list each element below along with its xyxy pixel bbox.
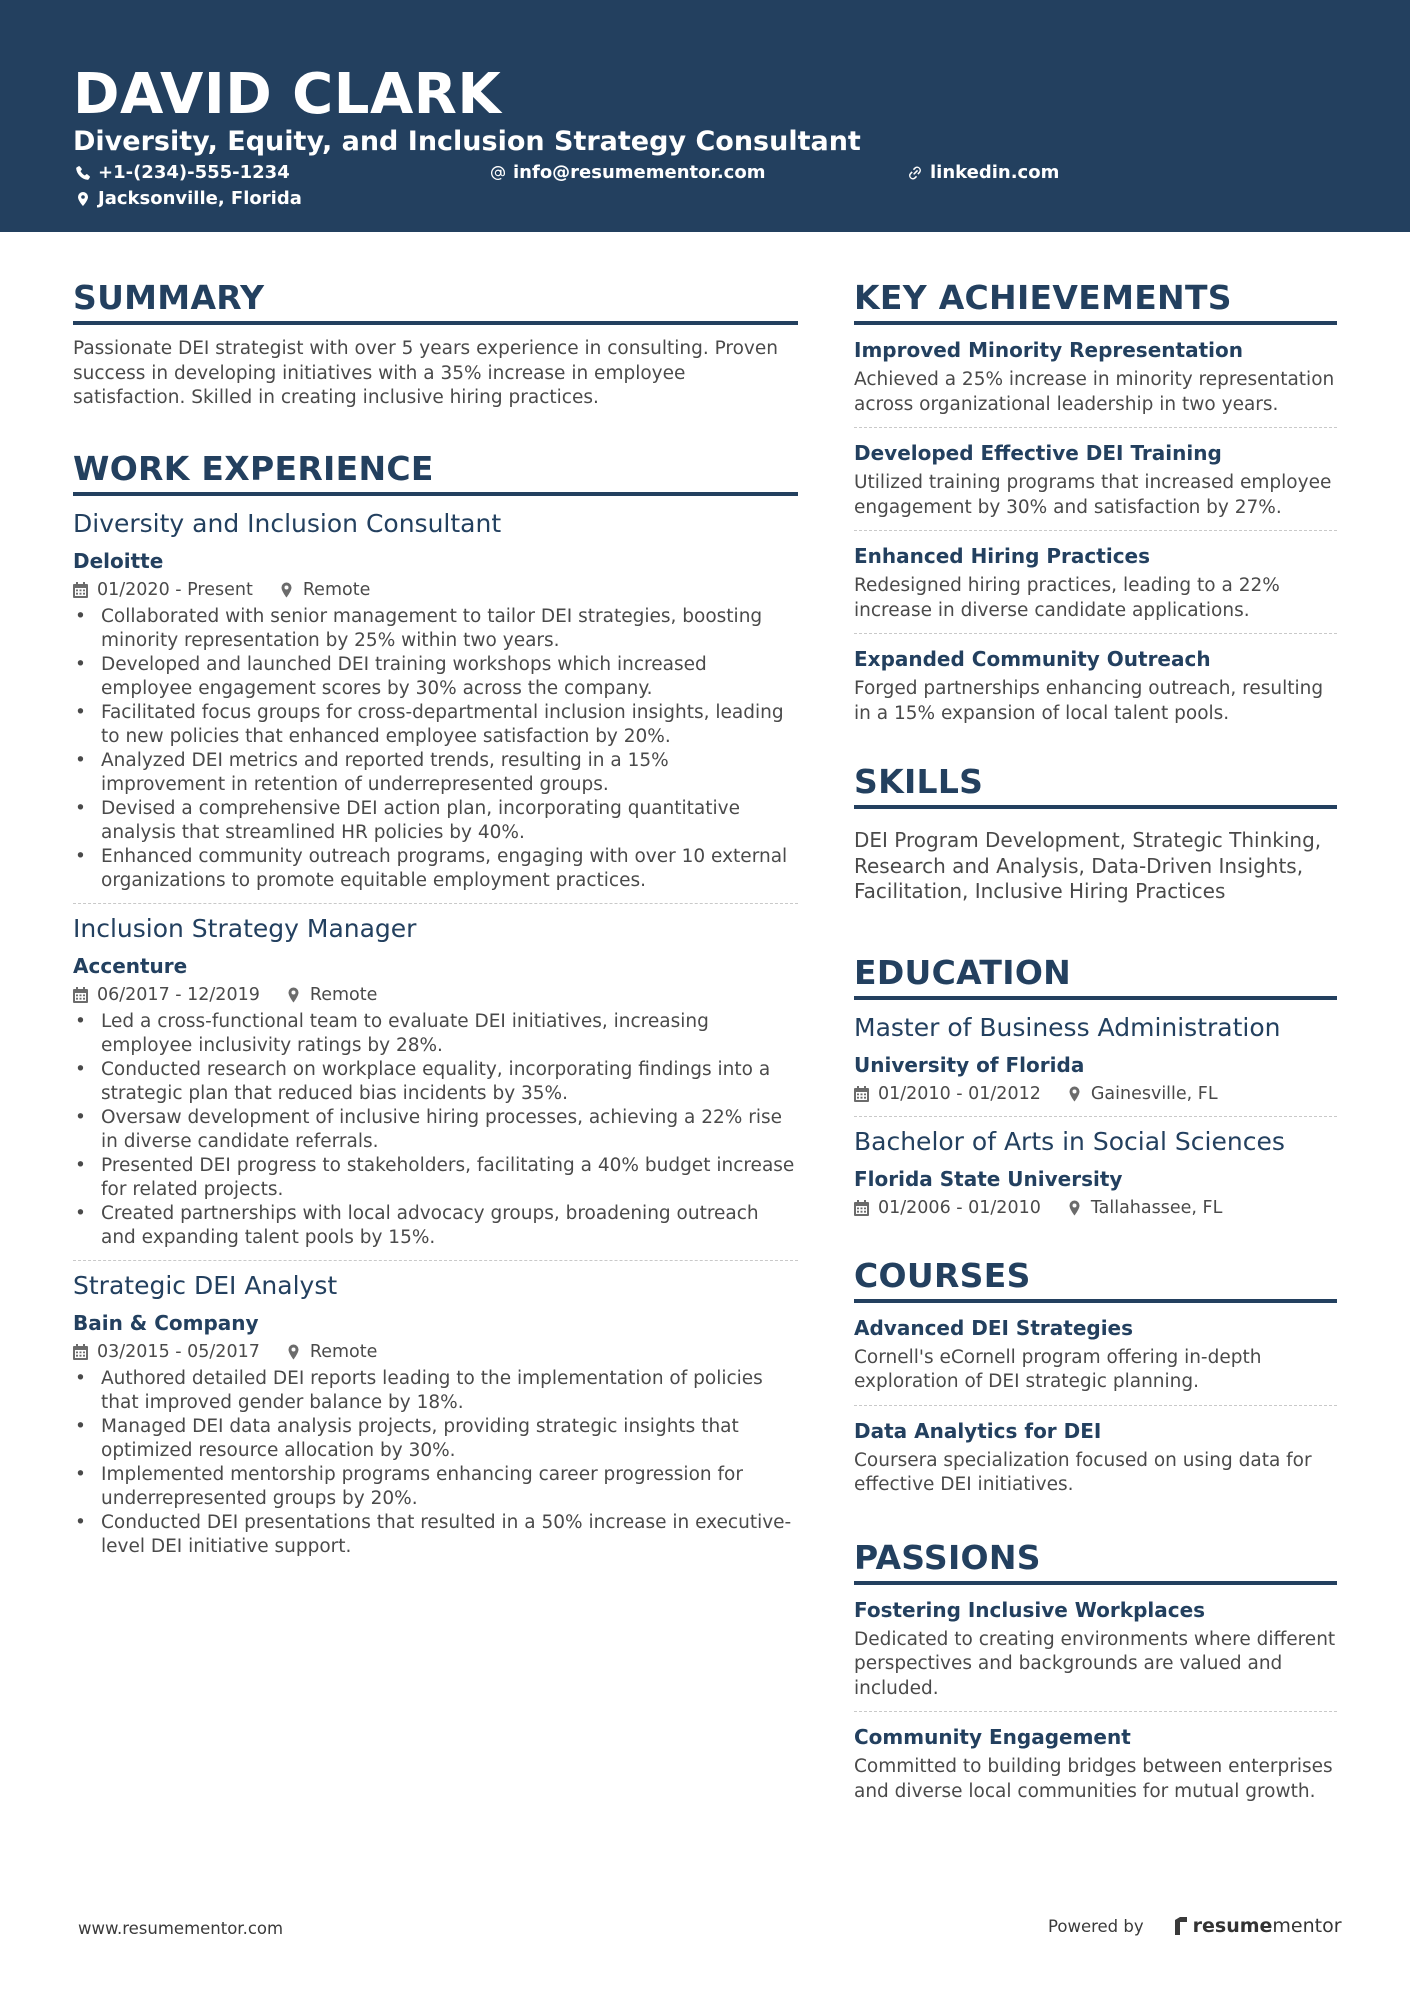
footer-website[interactable]: www.resumementor.com [78,1919,284,1938]
company-name: Accenture [73,953,188,978]
achievement-list [854,337,1337,726]
section-heading: SUMMARY [73,278,265,317]
job-location-text: Remote [302,579,371,600]
bullet-item: • Presented DEI progress to stakeholders, facilitating a 40% budget increase for related projects. [73,1154,798,1202]
section-rule [854,1299,1337,1303]
job-dates: 06/2017 - 12/2019 [97,984,260,1005]
candidate-title: Diversity, Equity, and Inclusion Strategy Consultant [73,126,861,157]
education-dates: 01/2010 - 01/2012 [878,1083,1041,1104]
divider [854,633,1337,634]
divider [854,1405,1337,1406]
passions-section [854,1538,1337,1805]
resume-header [0,0,1410,232]
company-name: Bain & Company [73,1310,259,1335]
divider [73,903,798,904]
contact-phone[interactable] [75,161,290,185]
job-location [286,1340,378,1364]
calendar-icon [73,1344,88,1360]
summary-text: Passionate DEI strategist with over 5 years experience in consulting. Proven success in developing initiatives with a 35% increase in employee satisfaction. Skilled in creating inclusive hiring practices. [73,338,778,408]
bullet-item: • Facilitated focus groups for cross-departmental inclusion insights, leading to new policies that enhanced employee satisfaction by 20%. [73,701,798,749]
divider [73,1260,798,1261]
bullet-item: • Devised a comprehensive DEI action plan, incorporating quantitative analysis that streamlined HR policies by 40%. [73,797,798,845]
section-rule [854,321,1337,325]
section-heading: COURSES [854,1255,1031,1295]
contact-location [75,187,302,211]
section-rule [854,996,1337,1000]
job-location-text: Remote [309,984,378,1005]
job-location-text: Remote [309,1341,378,1362]
job-dates: 03/2015 - 05/2017 [97,1341,260,1362]
job-bullets [73,1367,798,1559]
item-title: Advanced DEI Strategies [854,1315,1134,1340]
item-title: Improved Minority Representation [854,338,1243,362]
section-heading: SKILLS [854,762,984,801]
education-location-text: Gainesville, FL [1090,1083,1218,1104]
school-name: University of Florida [854,1052,1085,1077]
divider [854,427,1337,428]
job-entry [73,1270,798,1559]
bullet-item: • Collaborated with senior management to tailor DEI strategies, boosting minority representation by 25% within two years. [73,605,798,653]
brand-bold: resume [1192,1915,1273,1937]
brand-logo[interactable] [1174,1915,1342,1937]
job-bullets [73,605,798,893]
education-location-text: Tallahassee, FL [1090,1197,1223,1218]
education-item [854,1126,1337,1220]
calendar-icon [854,1086,869,1102]
section-heading: WORK EXPERIENCE [73,448,434,488]
calendar-icon [73,987,88,1003]
skills-section [854,762,1337,905]
item-description: Dedicated to creating environments where different perspectives and backgrounds are valued and included. [854,1628,1336,1699]
education-list [854,1012,1337,1220]
contact-linkedin[interactable] [907,161,1059,185]
divider [854,1116,1337,1117]
calendar-icon [854,1200,869,1216]
courses-section [854,1256,1337,1498]
bullet-item: • Conducted DEI presentations that resulted in a 50% increase in executive-level DEI initiative support. [73,1511,798,1559]
section-rule [854,1581,1337,1585]
phone-icon [75,165,91,181]
summary-section [73,278,798,411]
job-dates: 01/2020 - Present [97,579,253,600]
passion-list [854,1597,1337,1805]
item-description: Coursera specialization focused on using data for effective DEI initiatives. [854,1449,1312,1495]
education-dates: 01/2006 - 01/2010 [878,1197,1041,1218]
education-item [854,1012,1337,1106]
bullet-item: • Led a cross-functional team to evaluate DEI initiatives, increasing employee inclusivity ratings by 28%. [73,1010,798,1058]
bullet-item: • Oversaw development of inclusive hiring processes, achieving a 22% rise in diverse candidate referrals. [73,1106,798,1154]
left-column [73,278,798,1559]
job-title: Diversity and Inclusion Consultant [73,508,502,538]
item-description: Utilized training programs that increased employee engagement by 30% and satisfaction by 27%. [854,472,1332,518]
education-meta [854,1082,1337,1106]
school-name: Florida State University [854,1166,1123,1191]
job-title: Strategic DEI Analyst [73,1270,338,1300]
item-title: Enhanced Hiring Practices [854,544,1151,568]
achievement-item [854,337,1337,417]
course-list [854,1315,1337,1498]
linkedin-text: linkedin.com [930,162,1060,183]
map-pin-icon [1067,1086,1082,1102]
bullet-item: • Authored detailed DEI reports leading to the implementation of policies that improved gender balance by 18%. [73,1367,798,1415]
bullet-item: • Developed and launched DEI training workshops which increased employee engagement scores by 30% across the company. [73,653,798,701]
job-meta [73,983,798,1007]
item-description: Achieved a 25% increase in minority representation across organizational leadership in two years. [854,369,1335,415]
passion-item [854,1724,1337,1804]
passion-item [854,1597,1337,1702]
education-location [1067,1196,1223,1220]
at-icon [490,165,506,181]
powered-by-label: Powered by [1048,1916,1144,1936]
education-section [854,953,1337,1220]
job-list [73,508,798,1559]
degree-title: Master of Business Administration [854,1012,1281,1042]
skills-text: DEI Program Development, Strategic Thinking, Research and Analysis, Data-Driven Insights, Facilitation, Inclusive Hiring Practices [854,828,1322,903]
phone-text: +1-(234)-555-1234 [98,162,290,183]
achievement-item [854,646,1337,726]
bullet-item: • Enhanced community outreach programs, engaging with over 10 external organizations to promote equitable employment practices. [73,845,798,893]
map-pin-icon [286,1344,301,1360]
job-entry [73,508,798,893]
bullet-item: • Created partnerships with local advocacy groups, broadening outreach and expanding talent pools by 15%. [73,1202,798,1250]
bullet-item: • Conducted research on workplace equality, incorporating findings into a strategic plan that reduced bias incidents by 35%. [73,1058,798,1106]
job-meta [73,1340,798,1364]
bullet-item: • Implemented mentorship programs enhancing career progression for underrepresented groups by 20%. [73,1463,798,1511]
map-pin-icon [75,191,91,207]
bullet-item: • Analyzed DEI metrics and reported trends, resulting in a 15% improvement in retention of underrepresented groups. [73,749,798,797]
item-title: Community Engagement [854,1725,1131,1749]
divider [854,530,1337,531]
calendar-icon [73,582,88,598]
map-pin-icon [286,987,301,1003]
education-location [1067,1082,1218,1106]
section-rule [73,321,798,325]
job-location [286,983,378,1007]
company-name: Deloitte [73,548,164,573]
item-description: Forged partnerships enhancing outreach, resulting in a 15% expansion of local talent pools. [854,678,1324,724]
course-item [854,1418,1337,1498]
map-pin-icon [1067,1200,1082,1216]
link-icon [907,165,923,181]
section-heading: EDUCATION [854,952,1072,992]
job-title: Inclusion Strategy Manager [73,913,417,943]
job-entry [73,913,798,1250]
achievements-section [854,278,1337,726]
item-title: Data Analytics for DEI [854,1418,1102,1443]
resumementor-logo-icon [1174,1916,1188,1936]
experience-section [73,449,798,1559]
section-rule [854,805,1337,809]
brand-light: mentor [1272,1915,1342,1937]
bullet-item: • Managed DEI data analysis projects, providing strategic insights that optimized resource allocation by 30%. [73,1415,798,1463]
degree-title: Bachelor of Arts in Social Sciences [854,1126,1285,1156]
job-location [279,578,371,602]
course-item [854,1315,1337,1395]
candidate-name: DAVID CLARK [73,62,502,127]
location-text: Jacksonville, Florida [98,188,302,209]
divider [854,1711,1337,1712]
item-title: Fostering Inclusive Workplaces [854,1597,1206,1622]
item-description: Redesigned hiring practices, leading to a 22% increase in diverse candidate applications. [854,575,1280,621]
section-rule [73,492,798,496]
email-text: info@resumementor.com [513,162,766,183]
map-pin-icon [279,582,294,598]
item-description: Cornell's eCornell program offering in-depth exploration of DEI strategic planning. [854,1346,1262,1392]
contact-email[interactable] [490,161,765,185]
education-meta [854,1196,1337,1220]
job-bullets [73,1010,798,1250]
item-title: Developed Effective DEI Training [854,441,1222,465]
achievement-item [854,440,1337,520]
section-heading: KEY ACHIEVEMENTS [854,278,1232,317]
section-heading: PASSIONS [854,1537,1041,1577]
footer-powered [1048,1915,1342,1937]
achievement-item [854,543,1337,623]
item-description: Committed to building bridges between enterprises and diverse local communities for mutual growth. [854,1756,1333,1802]
right-column [854,278,1337,1804]
item-title: Expanded Community Outreach [854,647,1211,671]
job-meta [73,578,798,602]
